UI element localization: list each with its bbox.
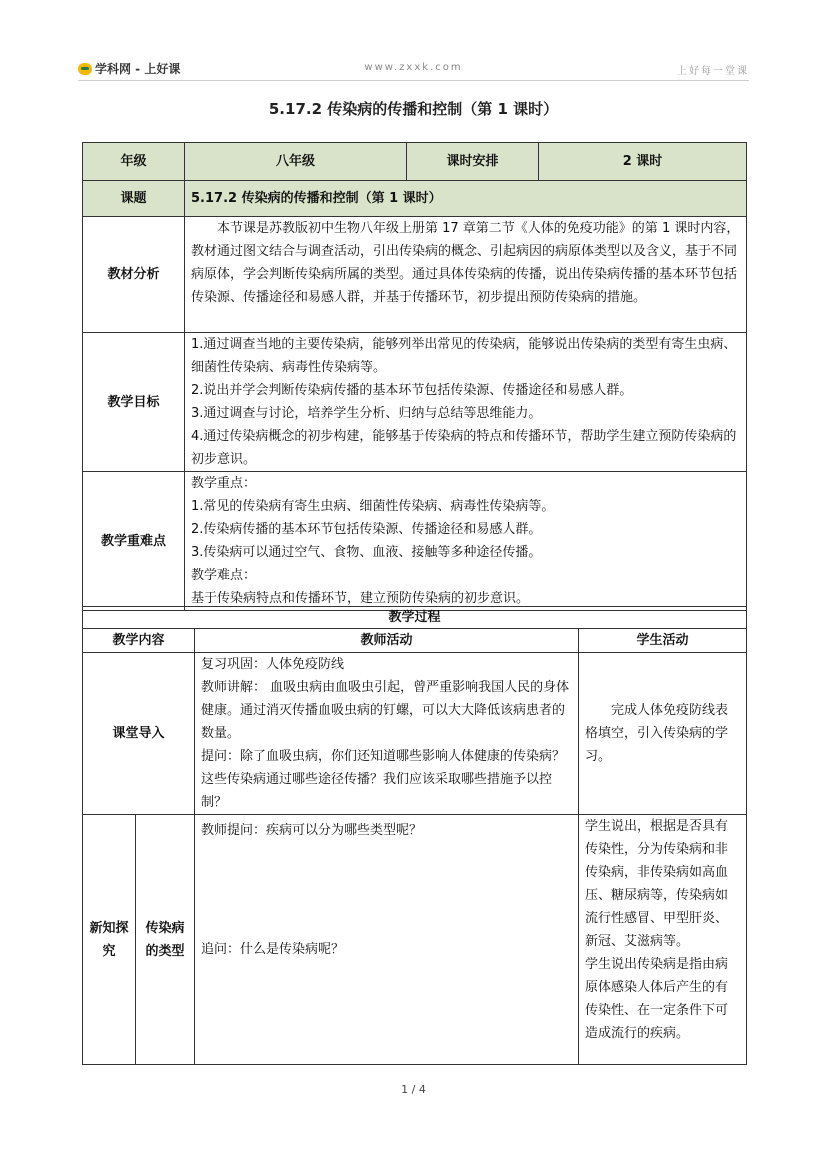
process-title: 教学过程: [83, 607, 747, 629]
explore-student-answer: 学生说出传染病是指由病原体感染人体后产生的有传染性、在一定条件下可造成流行的疾病。: [585, 957, 729, 1041]
page-number: 1 / 4: [401, 1083, 426, 1096]
lesson-info-table: [82, 142, 747, 611]
key-points-label: 教学重难点: [83, 472, 185, 611]
key-point-item: 教学难点：: [191, 568, 257, 583]
key-point-item: 1.常见的传染病有寄生虫病、细菌性传染病、病毒性传染病等。: [191, 499, 555, 514]
explore-teacher-activity: [195, 815, 579, 1065]
explore-label: 新知探究: [83, 815, 136, 1065]
goals-list: [185, 333, 747, 472]
schedule-label: 课时安排: [407, 143, 539, 181]
explore-sub-label: 传染病的类型: [136, 815, 195, 1065]
col-student-header: 学生活动: [579, 629, 747, 653]
goals-label: 教学目标: [83, 333, 185, 472]
material-label: 教材分析: [83, 217, 185, 333]
explore-student-answer: 学生说出，根据是否具有传染性，分为传染病和非传染病，非传染病如高血压、糖尿病等，传染病如流行性感冒、甲型肝炎、新冠、艾滋病等。: [585, 819, 729, 949]
topic-label: 课题: [83, 181, 185, 217]
key-point-item: 基于传染病特点和传播环节，建立预防传染病的初步意识。: [191, 591, 530, 606]
key-point-item: 3.传染病可以通过空气、食物、血液、接触等多种途径传播。: [191, 545, 542, 560]
intro-teacher-line: 复习巩固：人体免疫防线: [201, 657, 345, 672]
topic-value: 5.17.2 传染病的传播和控制（第 1 课时）: [185, 181, 747, 217]
explore-teacher-followup: 追问：什么是传染病呢？: [201, 942, 345, 957]
explore-student-activity: [579, 815, 747, 1065]
key-point-item: 2.传染病传播的基本环节包括传染源、传播途径和易感人群。: [191, 522, 542, 537]
slogan: 上好每一堂课: [677, 66, 749, 77]
col-teacher-header: 教师活动: [195, 629, 579, 653]
key-points-list: [185, 472, 747, 611]
site-url: www.zxxk.com: [364, 62, 463, 73]
goal-item: 3.通过调查与讨论，培养学生分析、归纳与总结等思维能力。: [191, 406, 542, 421]
teaching-process-table: [82, 606, 747, 1065]
page-title: 5.17.2 传染病的传播和控制（第 1 课时）: [268, 100, 559, 118]
schedule-value: 2 课时: [539, 143, 747, 181]
logo-text: 学科网 - 上好课: [95, 62, 181, 76]
grade-value: 八年级: [185, 143, 407, 181]
grade-label: 年级: [83, 143, 185, 181]
intro-student-activity: 完成人体免疫防线表格填空，引入传染病的学习。: [579, 653, 747, 815]
intro-teacher-line: 提问：除了血吸虫病，你们还知道哪些影响人体健康的传染病？这些传染病通过哪些途径传播？我们应该采取哪些措施予以控制？: [201, 749, 566, 810]
page-header: [78, 58, 749, 81]
intro-label: 课堂导入: [83, 653, 195, 815]
goal-item: 4.通过传染病概念的初步构建，能够基于传染病的特点和传播环节，帮助学生建立预防传染病的初步意识。: [191, 429, 737, 467]
key-point-item: 教学重点：: [191, 476, 257, 491]
explore-teacher-question: 教师提问：疾病可以分为哪些类型呢？: [201, 823, 423, 838]
material-text: 本节课是苏教版初中生物八年级上册第 17 章第二节《人体的免疫功能》的第 1 课时内容，教材通过图文结合与调查活动，引出传染病的概念、引起病因的病原体类型以及含义，基于不同病原体，学会判断传染病所属的类型。通过具体传染病的传播，说出传染病传播的基本环节包括传染源、传播途径和易感人群，并基于传播环节，初步提出预防传染病的措施。: [185, 217, 747, 333]
goal-item: 1.通过调查当地的主要传染病，能够列举出常见的传染病，能够说出传染病的类型有寄生虫病、细菌性传染病、病毒性传染病等。: [191, 337, 737, 375]
col-content-header: 教学内容: [83, 629, 195, 653]
intro-teacher-line: 教师讲解： 血吸虫病由血吸虫引起，曾严重影响我国人民的身体健康。通过消灭传播血吸虫病的钉螺，可以大大降低该病患者的数量。: [201, 680, 570, 741]
intro-teacher-activity: [195, 653, 579, 815]
goal-item: 2.说出并学会判断传染病传播的基本环节包括传染源、传播途径和易感人群。: [191, 383, 633, 398]
